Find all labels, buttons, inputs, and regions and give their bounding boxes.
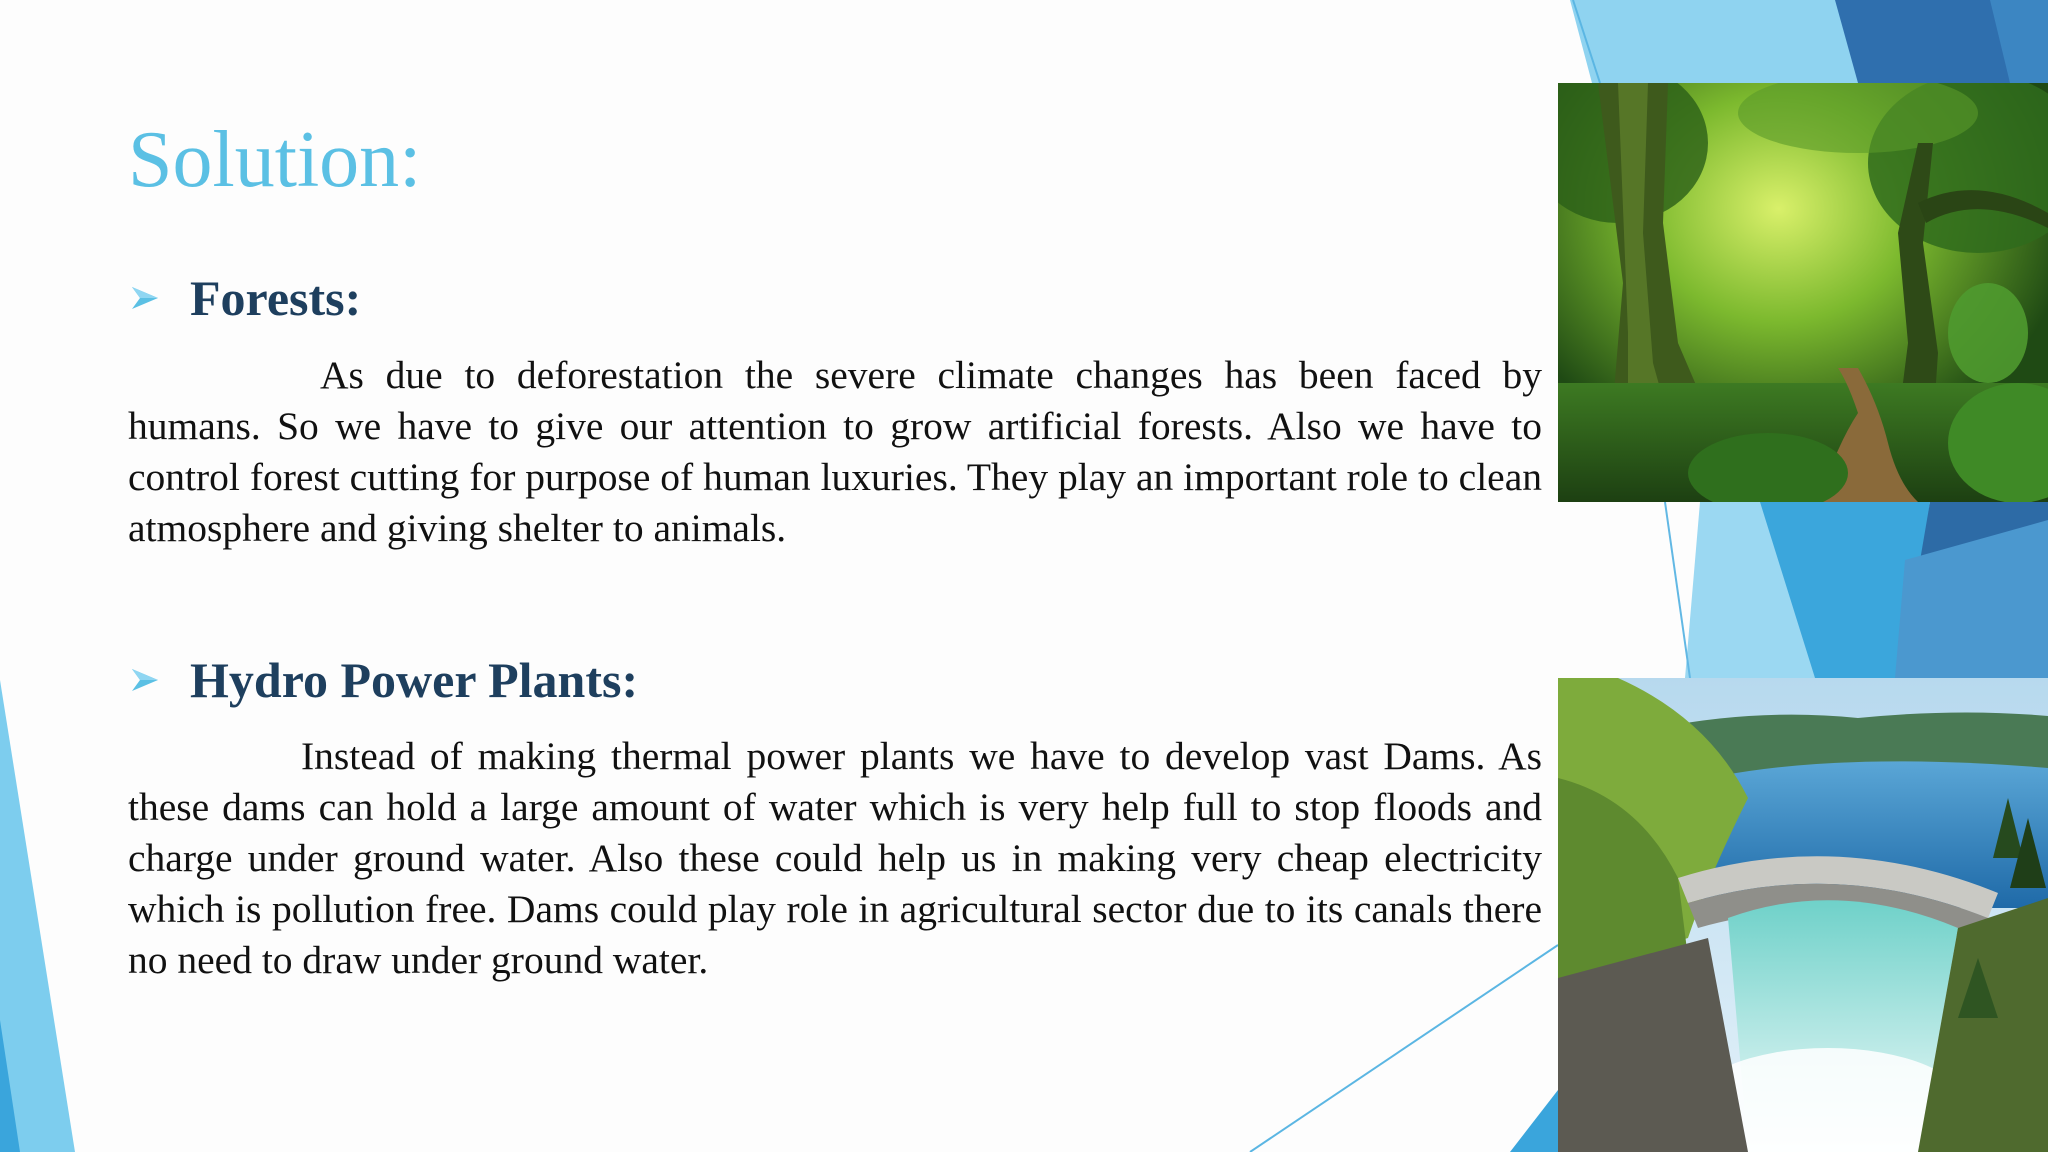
hydro-heading-label: Hydro Power Plants:	[190, 652, 639, 708]
hydro-heading	[130, 650, 638, 710]
forests-heading	[130, 268, 361, 328]
arrowhead-bullet-icon	[130, 283, 160, 313]
slide-title: Solution:	[128, 116, 422, 204]
forests-heading-label: Forests:	[190, 270, 362, 326]
hydro-paragraph: Instead of making thermal power plants we have to develop vast Dams. As these dams can hold a large amount of water which is very help full to stop floods and charge under ground water. Also these could help us in making very cheap electricity which is pollution free. Dams could play role in agricultural sector due to its canals there no need to draw under ground water.	[128, 734, 1542, 982]
dam-photo	[1558, 678, 2048, 1152]
arrowhead-bullet-icon	[130, 665, 160, 695]
forests-paragraph: As due to deforestation the severe climate changes has been faced by humans. So we have to give our attention to grow artificial forests. Also we have to control forest cutting for purpose of human luxuries. They play an important role to clean atmosphere and giving shelter to animals.	[128, 353, 1542, 550]
forest-photo	[1558, 83, 2048, 502]
